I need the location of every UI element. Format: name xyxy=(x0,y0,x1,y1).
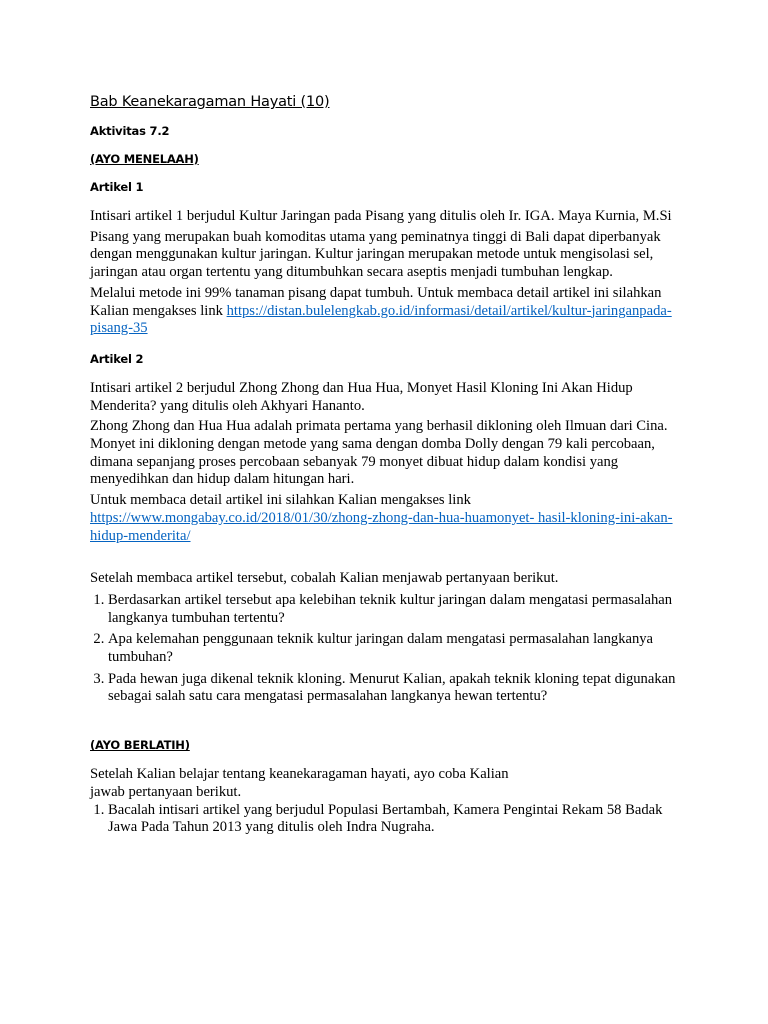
article1-link-paragraph xyxy=(90,285,680,338)
article2-link[interactable]: https://www.mongabay.co.id/2018/01/30/zhong-zhong-dan-hua-huamonyet- hasil-kloning-ini-akan-hidup-menderita/ xyxy=(90,509,673,544)
article1-heading: Artikel 1 xyxy=(90,180,144,194)
question-item: 1. Berdasarkan artikel tersebut apa kelebihan teknik kultur jaringan dalam mengatasi permasalahan langkanya tumbuhan tertentu? xyxy=(108,592,680,627)
question-item: 2. Apa kelemahan penggunaan teknik kultur jaringan dalam mengatasi permasalahan langkanya tumbuhan? xyxy=(108,631,680,666)
activity-label: Aktivitas 7.2 xyxy=(90,124,170,138)
article2-link-paragraph xyxy=(90,492,680,545)
questions-intro: Setelah membaca artikel tersebut, cobalah Kalian menjawab pertanyaan berikut. xyxy=(90,570,559,587)
section-berlatih-heading: (AYO BERLATIH) xyxy=(90,738,190,753)
article1-link[interactable]: https://distan.bulelengkab.go.id/informasi/detail/artikel/kultur-jaringanpada- pisang-35 xyxy=(90,302,672,337)
practice-intro-line1: Setelah Kalian belajar tentang keanekaragaman hayati, ayo coba Kalian xyxy=(90,766,509,783)
practice-list xyxy=(90,802,680,837)
article1-summary: Intisari artikel 1 berjudul Kultur Jaringan pada Pisang yang ditulis oleh Ir. IGA. Maya Kurnia, M.Si xyxy=(90,208,672,224)
practice-item: 1. Bacalah intisari artikel yang berjudul Populasi Bertambah, Kamera Pengintai Rekam 58 Badak Jawa Pada Tahun 2013 yang ditulis oleh Indra Nugraha. xyxy=(108,802,680,837)
section-menelaah-heading: (AYO MENELAAH) xyxy=(90,152,199,166)
article2-summary: Intisari artikel 2 berjudul Zhong Zhong dan Hua Hua, Monyet Hasil Kloning Ini Akan Hidup Menderita? yang ditulis oleh Akhyari Hananto. xyxy=(90,379,633,414)
article1-body: Pisang yang merupakan buah komoditas utama yang peminatnya tinggi di Bali dapat diperbanyak dengan menggunakan kultur jaringan. Kultur jaringan merupakan metode untuk mengisolasi sel, jaringan atau organ tertentu yang ditumbuhkan secara aseptis menjadi tumbuhan lengkap. xyxy=(90,228,661,281)
page-title: Bab Keanekaragaman Hayati (10) xyxy=(90,94,330,110)
question-item: 3. Pada hewan juga dikenal teknik kloning. Menurut Kalian, apakah teknik kloning tepat digunakan sebagai salah satu cara mengatasi permasalahan langkanya hewan tertentu? xyxy=(108,671,680,706)
document-page xyxy=(90,94,680,841)
practice-intro xyxy=(90,766,680,801)
article2-body: Zhong Zhong dan Hua Hua adalah primata pertama yang berhasil dikloning oleh Ilmuan dari Cina. Monyet ini dikloning dengan metode yang sama dengan domba Dolly dengan 79 kali percobaan, dimana sepanjang proses percobaan sebanyak 79 monyet dibuat hidup dalam kondisi yang menyedihkan dan hidup dalam hitungan hari. xyxy=(90,418,668,488)
questions-list xyxy=(90,592,680,706)
article1-link-intro: Melalui metode ini 99% tanaman pisang dapat tumbuh. Untuk membaca detail artikel ini silahkan Kalian mengakses link xyxy=(90,284,662,319)
article2-link-intro: Untuk membaca detail artikel ini silahkan Kalian mengakses link xyxy=(90,492,471,509)
practice-intro-line2: jawab pertanyaan berikut. xyxy=(90,783,242,800)
article2-heading: Artikel 2 xyxy=(90,351,144,366)
